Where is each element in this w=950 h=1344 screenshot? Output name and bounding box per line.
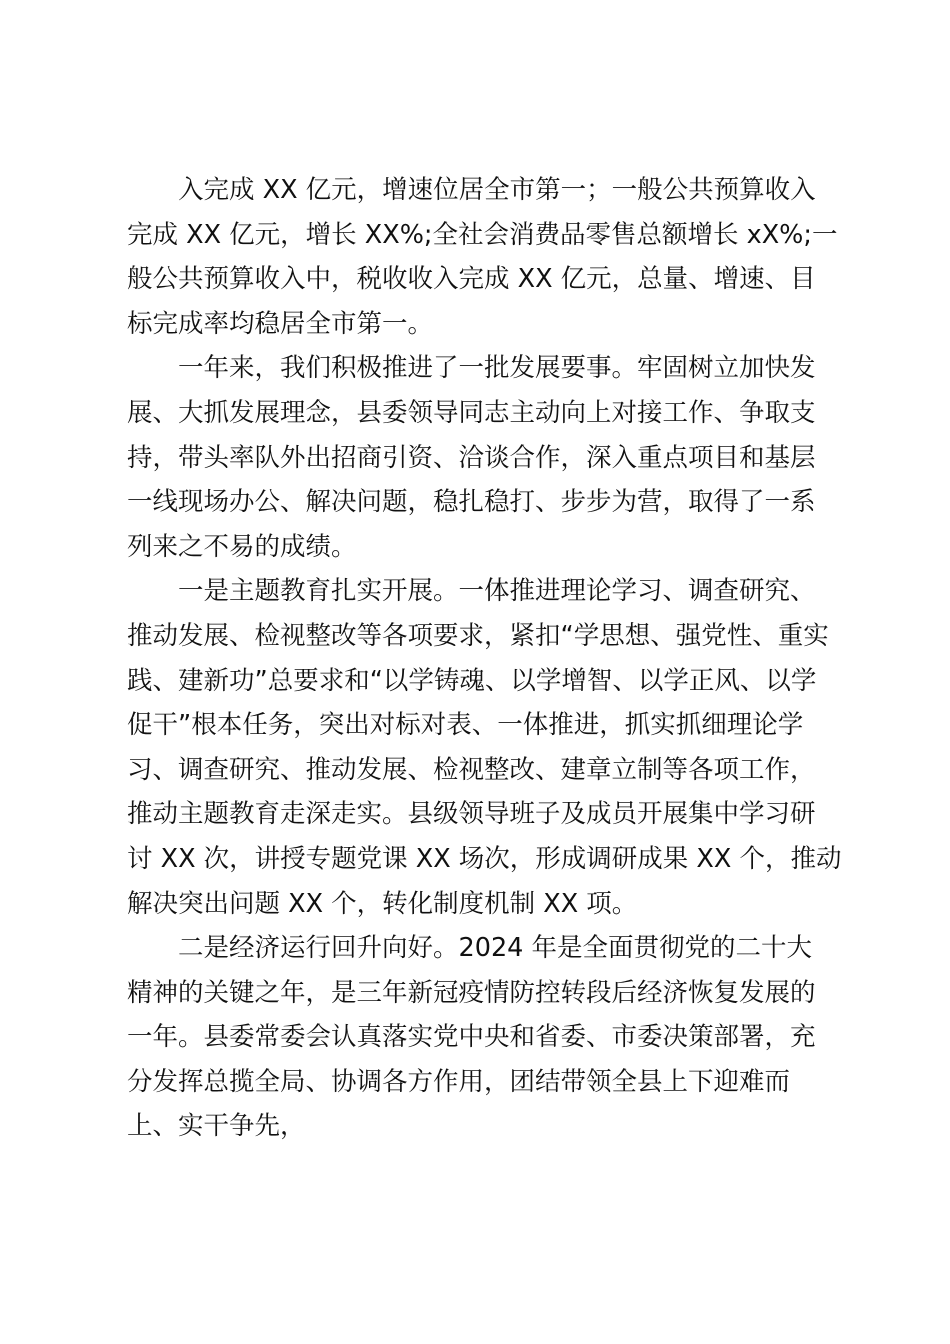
text-line: 入完成 XX 亿元，增速位居全市第一；一般公共预算收入 bbox=[178, 175, 816, 205]
text-line: 一是主题教育扎实开展。一体推进理论学习、调查研究、 bbox=[178, 576, 816, 607]
paragraph-revenue-summary bbox=[127, 168, 838, 346]
text-line: 持，带头率队外出招商引资、洽谈合作，深入重点项目和基层 bbox=[127, 442, 816, 473]
body-text bbox=[127, 168, 842, 1149]
text-line: 标完成率均稳居全市第一。 bbox=[127, 308, 434, 339]
text-line: 列来之不易的成绩。 bbox=[127, 531, 357, 562]
text-line: 解决突出问题 XX 个，转化制度机制 XX 项。 bbox=[127, 888, 638, 919]
text-line: 习、调查研究、推动发展、检视整改、建章立制等各项工作， bbox=[127, 754, 816, 785]
text-line: 二是经济运行回升向好。2024 年是全面贯彻党的二十大 bbox=[178, 933, 813, 964]
text-line: 一年来，我们积极推进了一批发展要事。牢固树立加快发 bbox=[178, 353, 816, 384]
paragraph-year-overview bbox=[127, 346, 827, 569]
text-line: 分发挥总揽全局、协调各方作用，团结带领全县上下迎难而 bbox=[127, 1066, 791, 1097]
text-line: 践、建新功”总要求和“以学铸魂、以学增智、以学正风、以学 bbox=[127, 665, 817, 696]
text-line: 一年。县委常委会认真落实党中央和省委、市委决策部署，充 bbox=[127, 1022, 816, 1053]
text-line: 完成 XX 亿元，增长 XX%;全社会消费品零售总额增长 xX%;一 bbox=[127, 219, 838, 250]
text-line: 展、大抓发展理念，县委领导同志主动向上对接工作、争取支 bbox=[127, 397, 816, 428]
text-line: 上、实干争先， bbox=[127, 1111, 306, 1142]
text-line: 精神的关键之年，是三年新冠疫情防控转段后经济恢复发展的 bbox=[127, 977, 816, 1008]
paragraph-economy bbox=[127, 926, 827, 1149]
text-line: 般公共预算收入中，税收收入完成 XX 亿元，总量、增速、目 bbox=[127, 264, 816, 295]
text-line: 推动发展、检视整改等各项要求，紧扣“学思想、强党性、重实 bbox=[127, 620, 829, 651]
text-line: 促干”根本任务，突出对标对表、一体推进，抓实抓细理论学 bbox=[127, 710, 804, 741]
paragraph-theme-education bbox=[127, 569, 842, 926]
text-line: 讨 XX 次，讲授专题党课 XX 场次，形成调研成果 XX 个，推动 bbox=[127, 843, 842, 874]
text-line: 一线现场办公、解决问题，稳扎稳打、步步为营，取得了一系 bbox=[127, 487, 816, 518]
text-line: 推动主题教育走深走实。县级领导班子及成员开展集中学习研 bbox=[127, 799, 816, 830]
